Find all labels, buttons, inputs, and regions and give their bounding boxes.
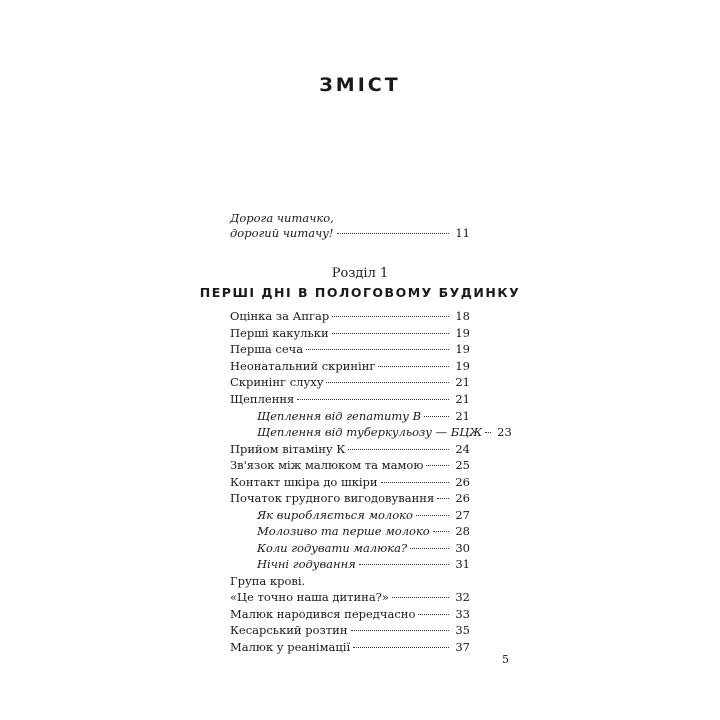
entry-page: 35 <box>455 623 470 637</box>
toc-entry[interactable] <box>230 326 470 342</box>
dot-leader <box>306 349 449 350</box>
toc-entry[interactable] <box>230 375 470 391</box>
entry-label: Нічні годування <box>257 557 356 571</box>
entry-label: Початок грудного вигодовування <box>230 491 435 505</box>
entry-page: 28 <box>455 524 470 538</box>
entry-page: 19 <box>455 342 470 356</box>
toc-entry[interactable] <box>230 359 470 375</box>
entry-label: Перші какульки <box>230 326 329 340</box>
dot-leader <box>337 233 450 234</box>
intro-line-1: Дорога читачко, <box>230 211 334 225</box>
entry-label: Щеплення від туберкульозу — БЦЖ <box>257 425 483 439</box>
entry-page: 26 <box>455 475 470 489</box>
entry-page: 21 <box>455 409 470 423</box>
toc-entry-line-1: Група крові. <box>230 574 306 588</box>
entry-page: 30 <box>455 541 470 555</box>
entry-label: Контакт шкіра до шкіри <box>230 475 378 489</box>
toc-subentry[interactable] <box>257 508 470 524</box>
dot-leader <box>426 465 449 466</box>
entry-label: Прийом вітаміну К <box>230 442 346 456</box>
entry-page: 31 <box>455 557 470 571</box>
dot-leader <box>348 449 449 450</box>
dot-leader <box>392 597 449 598</box>
entry-label: Перша сеча <box>230 342 304 356</box>
entry-label: Оцінка за Апгар <box>230 309 330 323</box>
entry-page: 37 <box>455 640 470 654</box>
entry-page: 19 <box>455 326 470 340</box>
section-title: ПЕРШІ ДНІ В ПОЛОГОВОМУ БУДИНКУ <box>199 285 521 300</box>
dot-leader <box>326 382 449 383</box>
toc-subentry[interactable] <box>257 541 470 557</box>
dot-leader <box>351 630 450 631</box>
toc-entry[interactable] <box>230 475 470 491</box>
entry-page: 11 <box>455 226 470 240</box>
entry-label: Коли годувати малюка? <box>257 541 408 555</box>
dot-leader <box>378 366 449 367</box>
dot-leader <box>437 498 449 499</box>
dot-leader <box>485 432 491 433</box>
toc-entry-intro[interactable] <box>230 226 470 242</box>
dot-leader <box>433 531 450 532</box>
toc-entry[interactable] <box>230 607 470 623</box>
entry-page: 21 <box>455 375 470 389</box>
dot-leader <box>332 333 450 334</box>
entry-page: 26 <box>455 491 470 505</box>
entry-label: дорогий читачу! <box>230 226 334 240</box>
dot-leader <box>381 482 450 483</box>
entry-label: Малюк у реанімації <box>230 640 351 654</box>
page-number: 5 <box>502 653 509 666</box>
toc-subentry[interactable] <box>257 557 470 573</box>
entry-page: 18 <box>455 309 470 323</box>
entry-page: 19 <box>455 359 470 373</box>
entry-page: 23 <box>497 425 512 439</box>
toc-subentry[interactable] <box>257 524 470 540</box>
entry-label: Кесарський розтин <box>230 623 348 637</box>
dot-leader <box>297 399 449 400</box>
entry-page: 32 <box>455 590 470 604</box>
toc-title: ЗМІСТ <box>319 74 401 96</box>
entry-label: Щеплення від гепатиту В <box>257 409 422 423</box>
entry-page: 21 <box>455 392 470 406</box>
entry-page: 27 <box>455 508 470 522</box>
toc-subentry[interactable] <box>257 425 512 441</box>
toc-entry[interactable] <box>230 491 470 507</box>
dot-leader <box>418 614 449 615</box>
toc-entry[interactable] <box>230 309 470 325</box>
entry-label: Як виробляється молоко <box>257 508 413 522</box>
entry-page: 24 <box>455 442 470 456</box>
entry-label: Молозиво та перше молоко <box>257 524 430 538</box>
dot-leader <box>416 515 449 516</box>
toc-entry[interactable] <box>230 392 470 408</box>
entry-label: Малюк народився передчасно <box>230 607 416 621</box>
dot-leader <box>353 647 449 648</box>
toc-entry[interactable] <box>230 342 470 358</box>
toc-entry[interactable] <box>230 590 470 606</box>
entry-label: Зв'язок між малюком та мамою <box>230 458 424 472</box>
entry-label: Скринінг слуху <box>230 375 324 389</box>
entry-page: 25 <box>455 458 470 472</box>
entry-label: Неонатальний скринінг <box>230 359 376 373</box>
entry-page: 33 <box>455 607 470 621</box>
dot-leader <box>359 564 450 565</box>
entry-label: «Це точно наша дитина?» <box>230 590 389 604</box>
dot-leader <box>424 416 449 417</box>
dot-leader <box>410 548 449 549</box>
toc-entry[interactable] <box>230 458 470 474</box>
toc-entry[interactable] <box>230 640 470 656</box>
section-number: Розділ 1 <box>331 266 389 281</box>
entry-label: Щеплення <box>230 392 295 406</box>
toc-subentry[interactable] <box>257 409 470 425</box>
dot-leader <box>332 316 449 317</box>
toc-entry[interactable] <box>230 442 470 458</box>
toc-entry[interactable] <box>230 623 470 639</box>
